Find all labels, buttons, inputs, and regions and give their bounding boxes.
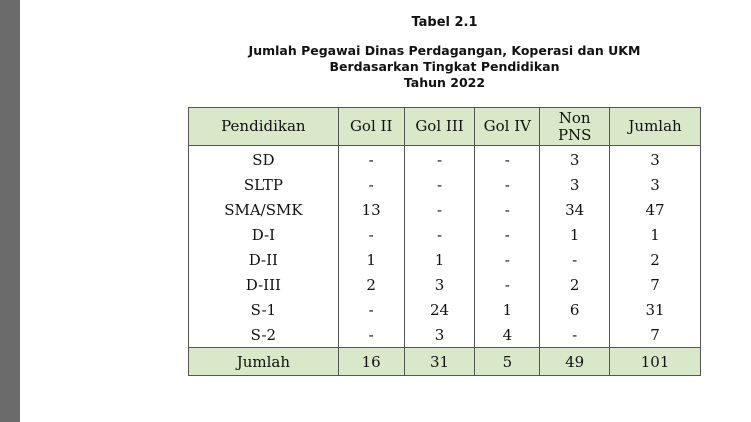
cell-jumlah: 2 [610,247,701,272]
cell-gol-ii: - [338,146,404,173]
cell-gol-iv: 1 [475,297,540,322]
cell-gol-iii: 3 [404,322,475,348]
cell-non-pns: 2 [540,272,610,297]
cell-gol-iv: - [475,172,540,197]
cell-non-pns: 34 [540,197,610,222]
cell-jumlah: 3 [610,172,701,197]
header-pendidikan: Pendidikan [189,108,339,146]
viewer-side-panel [0,0,20,422]
cell-gol-iii: - [404,172,475,197]
cell-pendidikan: S-2 [189,322,339,348]
cell-jumlah: 47 [610,197,701,222]
table-row [189,222,701,247]
table-body [189,146,701,348]
cell-gol-iv: - [475,222,540,247]
cell-non-pns: 3 [540,172,610,197]
cell-non-pns: 6 [540,297,610,322]
education-table [188,107,701,376]
table-row [189,146,701,173]
cell-jumlah: 31 [610,297,701,322]
cell-gol-iv: - [475,146,540,173]
header-non-pns [540,108,610,146]
cell-gol-iii: 1 [404,247,475,272]
cell-gol-ii: - [338,222,404,247]
cell-pendidikan: D-I [189,222,339,247]
cell-non-pns: - [540,322,610,348]
table-row [189,297,701,322]
header-jumlah: Jumlah [610,108,701,146]
table-row [189,197,701,222]
cell-gol-iii: 3 [404,272,475,297]
header-row [189,108,701,146]
cell-gol-iv: 4 [475,322,540,348]
cell-jumlah: 1 [610,222,701,247]
header-non-pns-line-1: Non [558,108,591,127]
total-cell-gol-ii: 16 [338,348,404,376]
table-title-line-1: Jumlah Pegawai Dinas Perdagangan, Koperasi dan UKM [248,43,641,58]
cell-gol-iv: - [475,272,540,297]
total-cell-gol-iv: 5 [475,348,540,376]
cell-gol-iii: - [404,197,475,222]
cell-gol-iii: 24 [404,297,475,322]
cell-pendidikan: S-1 [189,297,339,322]
header-gol-iii: Gol III [404,108,475,146]
table-number: Tabel 2.1 [411,15,478,30]
table-row [189,272,701,297]
cell-gol-ii: 2 [338,272,404,297]
total-cell-non-pns: 49 [540,348,610,376]
cell-pendidikan: D-III [189,272,339,297]
table-row [189,172,701,197]
cell-jumlah: 3 [610,146,701,173]
table-title-line-2: Berdasarkan Tingkat Pendidikan [329,59,560,74]
total-cell-gol-iii: 31 [404,348,475,376]
header-gol-ii: Gol II [338,108,404,146]
cell-gol-ii: - [338,172,404,197]
table-row [189,247,701,272]
cell-pendidikan: SLTP [189,172,339,197]
total-cell-jumlah: 101 [610,348,701,376]
total-row [189,348,701,376]
cell-non-pns: 1 [540,222,610,247]
header-non-pns-line-2: PNS [557,125,592,144]
cell-non-pns: - [540,247,610,272]
cell-gol-iii: - [404,222,475,247]
cell-gol-iii: - [404,146,475,173]
total-cell-pendidikan: Jumlah [189,348,339,376]
cell-pendidikan: SMA/SMK [189,197,339,222]
cell-gol-ii: 1 [338,247,404,272]
cell-gol-iv: - [475,247,540,272]
cell-pendidikan: SD [189,146,339,173]
table-title-line-3: Tahun 2022 [403,75,486,90]
cell-jumlah: 7 [610,272,701,297]
cell-gol-ii: 13 [338,197,404,222]
header-gol-iv: Gol IV [475,108,540,146]
cell-jumlah: 7 [610,322,701,348]
cell-gol-iv: - [475,197,540,222]
table-caption [188,10,701,91]
cell-gol-ii: - [338,322,404,348]
table-row [189,322,701,348]
cell-pendidikan: D-II [189,247,339,272]
cell-gol-ii: - [338,297,404,322]
cell-non-pns: 3 [540,146,610,173]
